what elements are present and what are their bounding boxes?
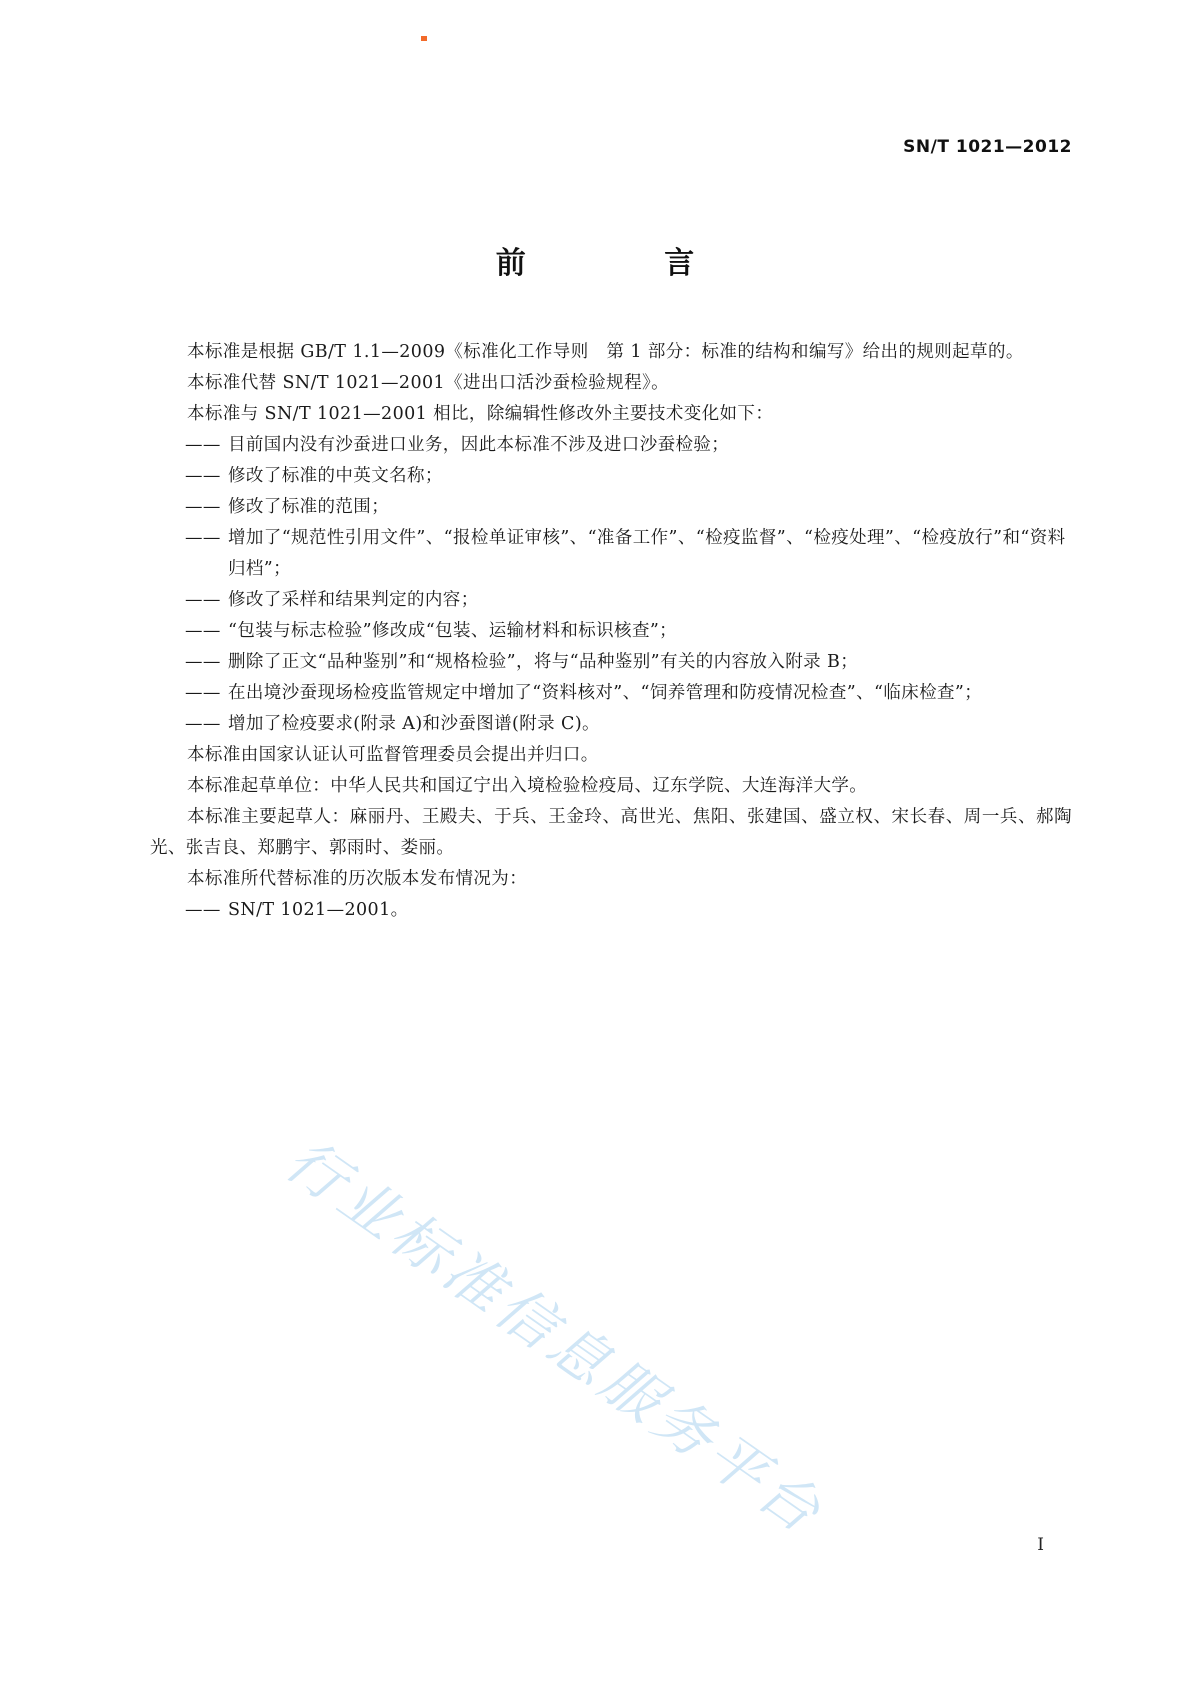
change-item-text: 增加了检疫要求(附录 A)和沙蚕图谱(附录 C)。 bbox=[228, 714, 600, 734]
dash-marker: —— bbox=[185, 435, 221, 455]
change-item bbox=[150, 461, 1072, 492]
watermark: 行业标准信息服务平台 bbox=[273, 1125, 837, 1549]
standard-code: SN/T 1021—2012 bbox=[903, 137, 1072, 157]
paragraph: 本标准由国家认证认可监督管理委员会提出并归口。 bbox=[187, 745, 599, 765]
dash-marker: —— bbox=[185, 900, 221, 920]
dash-marker: —— bbox=[185, 683, 221, 703]
change-item bbox=[150, 709, 1072, 740]
top-marker bbox=[421, 36, 427, 41]
page-title: 前 言 bbox=[495, 246, 759, 281]
dash-marker: —— bbox=[185, 497, 221, 517]
change-item bbox=[150, 678, 1072, 709]
change-item bbox=[150, 523, 1072, 585]
change-item-text: 修改了标准的范围； bbox=[228, 497, 390, 517]
change-item bbox=[150, 492, 1072, 523]
foreword-body bbox=[150, 337, 1072, 926]
change-item bbox=[150, 616, 1072, 647]
change-item-text: 修改了标准的中英文名称； bbox=[228, 466, 443, 486]
paragraph: 本标准与 SN/T 1021—2001 相比，除编辑性修改外主要技术变化如下： bbox=[187, 404, 774, 424]
change-item-text: 增加了“规范性引用文件”、“报检单证审核”、“准备工作”、“检疫监督”、“检疫处理”、“检疫放行”和“资料归档”； bbox=[228, 528, 1066, 579]
paragraph: 本标准起草单位：中华人民共和国辽宁出入境检验检疫局、辽东学院、大连海洋大学。 bbox=[187, 776, 868, 796]
change-item-text: 在出境沙蚕现场检疫监管规定中增加了“资料核对”、“饲养管理和防疫情况检查”、“临床检查”； bbox=[228, 683, 983, 703]
change-item bbox=[150, 585, 1072, 616]
dash-marker: —— bbox=[185, 714, 221, 734]
paragraph: 本标准所代替标准的历次版本发布情况为： bbox=[187, 869, 528, 889]
change-item bbox=[150, 647, 1072, 678]
history-item-text: SN/T 1021—2001。 bbox=[228, 900, 409, 920]
dash-marker: —— bbox=[185, 652, 221, 672]
change-item bbox=[150, 430, 1072, 461]
change-item-text: 修改了采样和结果判定的内容； bbox=[228, 590, 479, 610]
dash-marker: —— bbox=[185, 466, 221, 486]
change-item-text: “包装与标志检验”修改成“包装、运输材料和标识核查”； bbox=[228, 621, 678, 641]
paragraph: 本标准是根据 GB/T 1.1—2009《标准化工作导则 第 1 部分：标准的结构和编写》给出的规则起草的。 bbox=[187, 342, 1024, 362]
change-item-text: 目前国内没有沙蚕进口业务，因此本标准不涉及进口沙蚕检验； bbox=[228, 435, 730, 455]
dash-marker: —— bbox=[185, 590, 221, 610]
change-item-text: 删除了正文“品种鉴别”和“规格检验”，将与“品种鉴别”有关的内容放入附录 B； bbox=[228, 652, 859, 672]
page-number: I bbox=[1037, 1535, 1044, 1555]
history-item bbox=[150, 895, 1072, 926]
paragraph: 本标准主要起草人：麻丽丹、王殿夫、于兵、王金玲、高世光、焦阳、张建国、盛立权、宋长春、周一兵、郝陶光、张吉良、郑鹏宇、郭雨时、娄丽。 bbox=[150, 807, 1072, 858]
paragraph: 本标准代替 SN/T 1021—2001《进出口活沙蚕检验规程》。 bbox=[187, 373, 670, 393]
dash-marker: —— bbox=[185, 621, 221, 641]
dash-marker: —— bbox=[185, 528, 221, 548]
